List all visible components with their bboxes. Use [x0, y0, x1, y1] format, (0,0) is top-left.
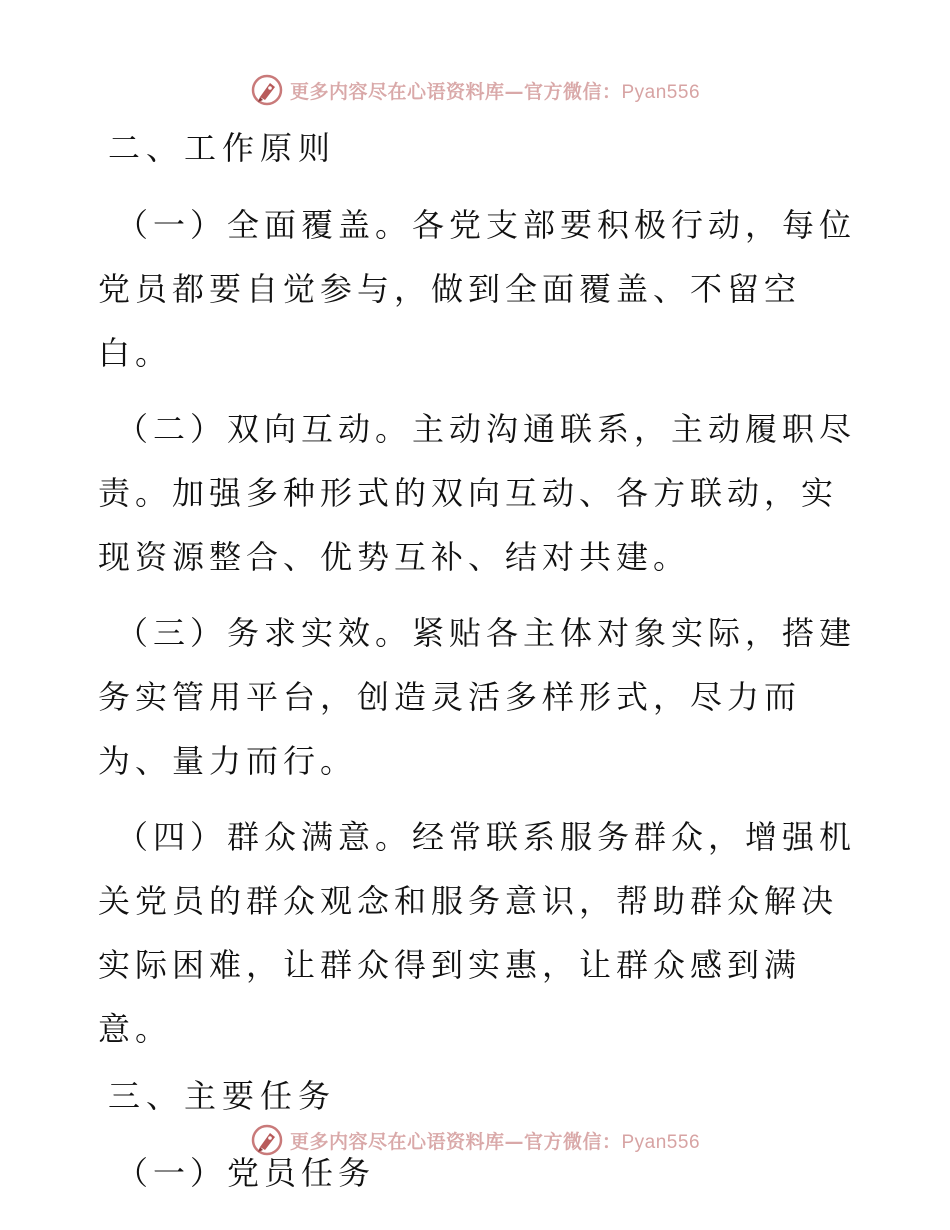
document-body — [98, 125, 858, 1217]
paragraph-practical-results: （三）务求实效。紧贴各主体对象实际，搭建务实管用平台，创造灵活多样形式，尽力而为、量力而行。 — [98, 614, 857, 780]
wechat-id: Pyan556 — [621, 81, 701, 103]
pen-nib-circle-icon — [250, 1123, 284, 1157]
paragraph-two-way-interaction: （二）双向互动。主动沟通联系，主动履职尽责。加强多种形式的双向互动、各方联动，实现资源整合、优势互补、结对共建。 — [98, 410, 857, 576]
pen-nib-circle-icon — [250, 73, 284, 107]
paragraph-full-coverage: （一）全面覆盖。各党支部要积极行动，每位党员都要自觉参与，做到全面覆盖、不留空白。 — [98, 206, 857, 372]
watermark-header — [0, 70, 950, 110]
watermark-footer — [0, 1120, 950, 1160]
watermark-text: 更多内容尽在心语资料库—官方微信：Pyan556 — [289, 1130, 701, 1153]
section-heading-main-tasks: 三、主要任务 — [108, 1077, 337, 1115]
subheading-party-member-tasks: （一）党员任务 — [116, 1154, 376, 1192]
wechat-id: Pyan556 — [621, 1131, 701, 1153]
watermark-text: 更多内容尽在心语资料库—官方微信：Pyan556 — [289, 80, 701, 103]
paragraph-public-satisfaction: （四）群众满意。经常联系服务群众，增强机关党员的群众观念和服务意识，帮助群众解决实际困难，让群众得到实惠，让群众感到满意。 — [98, 818, 857, 1048]
section-heading-principles: 二、工作原则 — [108, 129, 337, 167]
